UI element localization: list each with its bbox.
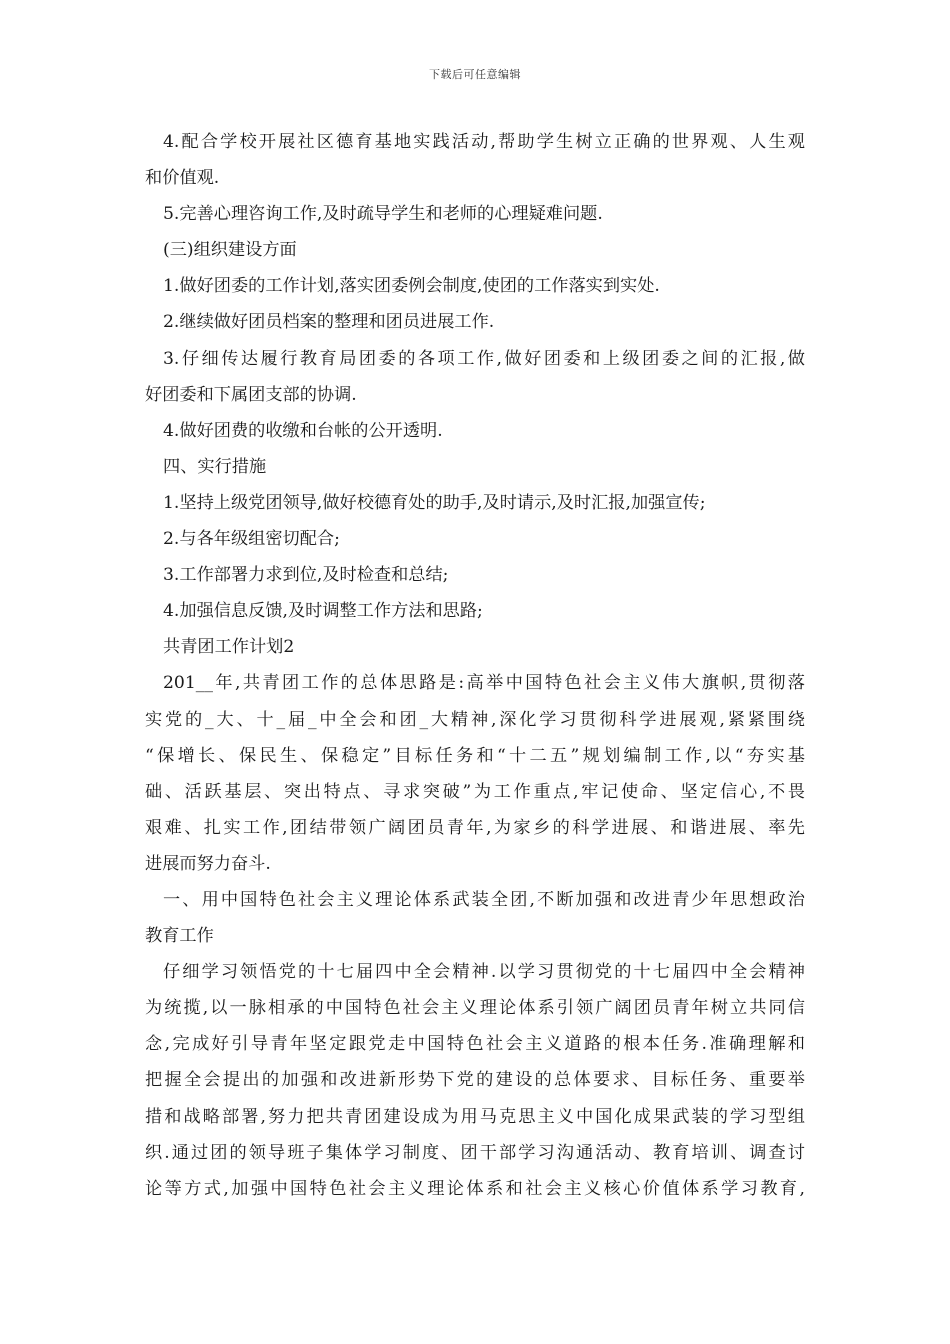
- paragraph-line: 把握全会提出的加强和改进新形势下党的建设的总体要求、目标任务、重要举: [145, 1070, 805, 1091]
- paragraph-line: 为统揽,以一脉相承的中国特色社会主义理论体系引领广阔团员青年树立共同信: [145, 998, 805, 1019]
- paragraph-line: 措和战略部署,努力把共青团建设成为用马克思主义中国化成果武装的学习型组: [145, 1106, 805, 1127]
- paragraph-line: 3.工作部署力求到位,及时检查和总结;: [163, 565, 449, 586]
- paragraph-line: 仔细学习领悟党的十七届四中全会精神.以学习贯彻党的十七届四中全会精神: [163, 962, 805, 983]
- paragraph-line: 2.与各年级组密切配合;: [163, 529, 340, 550]
- paragraph-line: 好团委和下属团支部的协调.: [145, 384, 357, 405]
- paragraph-line: 201__年,共青团工作的总体思路是:高举中国特色社会主义伟大旗帜,贯彻落: [163, 673, 805, 694]
- document-body: [145, 124, 805, 1207]
- paragraph-line: 1.做好团委的工作计划,落实团委例会制度,使团的工作落实到实处.: [163, 276, 660, 297]
- section-heading: 共青团工作计划2: [163, 637, 295, 658]
- paragraph-line: “保增长、保民生、保稳定”目标任务和“十二五”规划编制工作,以“夯实基: [145, 745, 805, 766]
- paragraph-line: 1.坚持上级党团领导,做好校德育处的助手,及时请示,及时汇报,加强宣传;: [163, 492, 706, 513]
- section-heading: 一、用中国特色社会主义理论体系武装全团,不断加强和改进青少年思想政治: [163, 889, 805, 910]
- section-heading: (三)组织建设方面: [163, 240, 297, 261]
- paragraph-line: 念,完成好引导青年坚定跟党走中国特色社会主义道路的根本任务.准确理解和: [145, 1034, 805, 1055]
- section-heading: 教育工作: [145, 926, 214, 947]
- paragraph-line: 4.加强信息反馈,及时调整工作方法和思路;: [163, 601, 483, 622]
- paragraph-line: 2.继续做好团员档案的整理和团员进展工作.: [163, 312, 495, 333]
- section-heading: 四、实行措施: [163, 456, 267, 477]
- paragraph-line: 论等方式,加强中国特色社会主义理论体系和社会主义核心价值体系学习教育,: [145, 1178, 805, 1199]
- page-header-note: 下载后可任意编辑: [429, 68, 521, 81]
- paragraph-line: 艰难、扎实工作,团结带领广阔团员青年,为家乡的科学进展、和谐进展、率先: [145, 817, 805, 838]
- paragraph-line: 础、活跃基层、突出特点、寻求突破”为工作重点,牢记使命、坚定信心,不畏: [145, 781, 805, 802]
- paragraph-line: 3.仔细传达履行教育局团委的各项工作,做好团委和上级团委之间的汇报,做: [163, 348, 805, 369]
- paragraph-line: 5.完善心理咨询工作,及时疏导学生和老师的心理疑难问题.: [163, 204, 603, 225]
- paragraph-line: 织.通过团的领导班子集体学习制度、团干部学习沟通活动、教育培训、调查讨: [145, 1142, 805, 1163]
- paragraph-line: 和价值观.: [145, 168, 220, 189]
- paragraph-line: 实党的_大、十_届_中全会和团_大精神,深化学习贯彻科学进展观,紧紧围绕: [145, 709, 805, 730]
- paragraph-line: 4.做好团费的收缴和台帐的公开透明.: [163, 420, 443, 441]
- paragraph-line: 4.配合学校开展社区德育基地实践活动,帮助学生树立正确的世界观、人生观: [163, 132, 805, 152]
- paragraph-line: 进展而努力奋斗.: [145, 853, 271, 874]
